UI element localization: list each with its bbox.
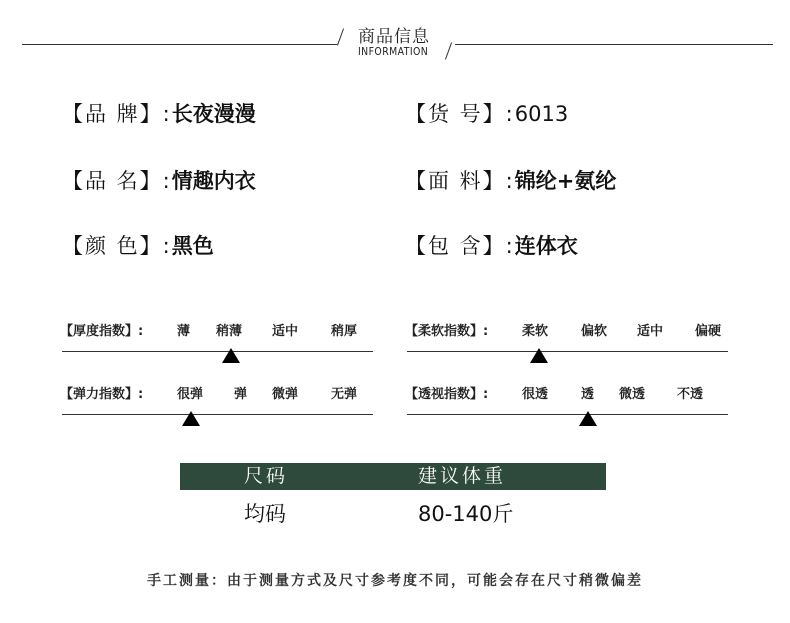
softness-option: 适中 [637, 324, 664, 339]
softness-option: 柔软 [522, 324, 549, 339]
info-fabric [405, 165, 616, 195]
info-label: 【颜 色】: [62, 234, 172, 258]
thickness-option: 薄 [177, 324, 191, 339]
transparency-option: 透 [581, 387, 595, 402]
softness-marker [530, 348, 548, 363]
elasticity-option: 很弹 [177, 387, 204, 402]
info-item-number [405, 98, 568, 128]
info-label: 【品 牌】: [62, 102, 172, 126]
info-product-name [62, 165, 256, 195]
elasticity-marker [182, 411, 200, 426]
info-label: 【货 号】: [405, 102, 515, 126]
elasticity-option: 微弹 [272, 387, 299, 402]
info-value: 情趣内衣 [171, 169, 256, 193]
thickness-index [60, 320, 380, 340]
softness-option: 偏软 [581, 324, 608, 339]
info-brand [62, 98, 256, 128]
softness-option: 偏硬 [695, 324, 722, 339]
info-value: 锦纶+氨纶 [514, 169, 617, 193]
info-value: 黑色 [171, 234, 214, 258]
elasticity-option: 弹 [234, 387, 248, 402]
info-label: 【品 名】: [62, 169, 172, 193]
transparency-option: 微透 [619, 387, 646, 402]
info-value: 长夜漫漫 [171, 102, 256, 126]
info-value: 6013 [514, 102, 569, 126]
transparency-option: 很透 [522, 387, 549, 402]
info-label: 【包 含】: [405, 234, 515, 258]
info-color [62, 230, 214, 260]
softness-scale-line [407, 351, 728, 352]
size-table-header-weight: 建议体重 [418, 465, 507, 487]
thickness-option: 适中 [272, 324, 299, 339]
elasticity-label: 【弹力指数】: [60, 387, 144, 402]
softness-label: 【柔软指数】: [405, 324, 489, 339]
size-table-cell-weight: 80-140斤 [418, 502, 514, 526]
header-title: 商品信息 [358, 27, 430, 47]
thickness-option: 稍薄 [216, 324, 243, 339]
transparency-option: 不透 [677, 387, 704, 402]
elasticity-scale-line [62, 414, 373, 415]
measurement-note: 手工测量：由于测量方式及尺寸参考度不同，可能会存在尺寸稍微偏差 [147, 573, 643, 589]
header-slash-left [337, 28, 344, 45]
header-rule-left [22, 44, 337, 45]
thickness-option: 稍厚 [331, 324, 358, 339]
header-subtitle: INFORMATION [358, 45, 429, 58]
header-slash-right [445, 42, 452, 59]
thickness-marker [222, 348, 240, 363]
info-value: 连体衣 [514, 234, 578, 258]
softness-index [405, 320, 735, 340]
size-table-cell-size: 均码 [244, 502, 286, 526]
thickness-scale-line [62, 351, 373, 352]
header-rule-right [455, 44, 773, 45]
info-label: 【面 料】: [405, 169, 515, 193]
thickness-label: 【厚度指数】: [60, 324, 144, 339]
transparency-label: 【透视指数】: [405, 387, 489, 402]
transparency-marker [579, 411, 597, 426]
elasticity-index [60, 383, 380, 403]
size-table-header-size: 尺码 [244, 465, 289, 487]
info-includes [405, 230, 578, 260]
transparency-scale-line [407, 414, 728, 415]
elasticity-option: 无弹 [331, 387, 358, 402]
transparency-index [405, 383, 735, 403]
